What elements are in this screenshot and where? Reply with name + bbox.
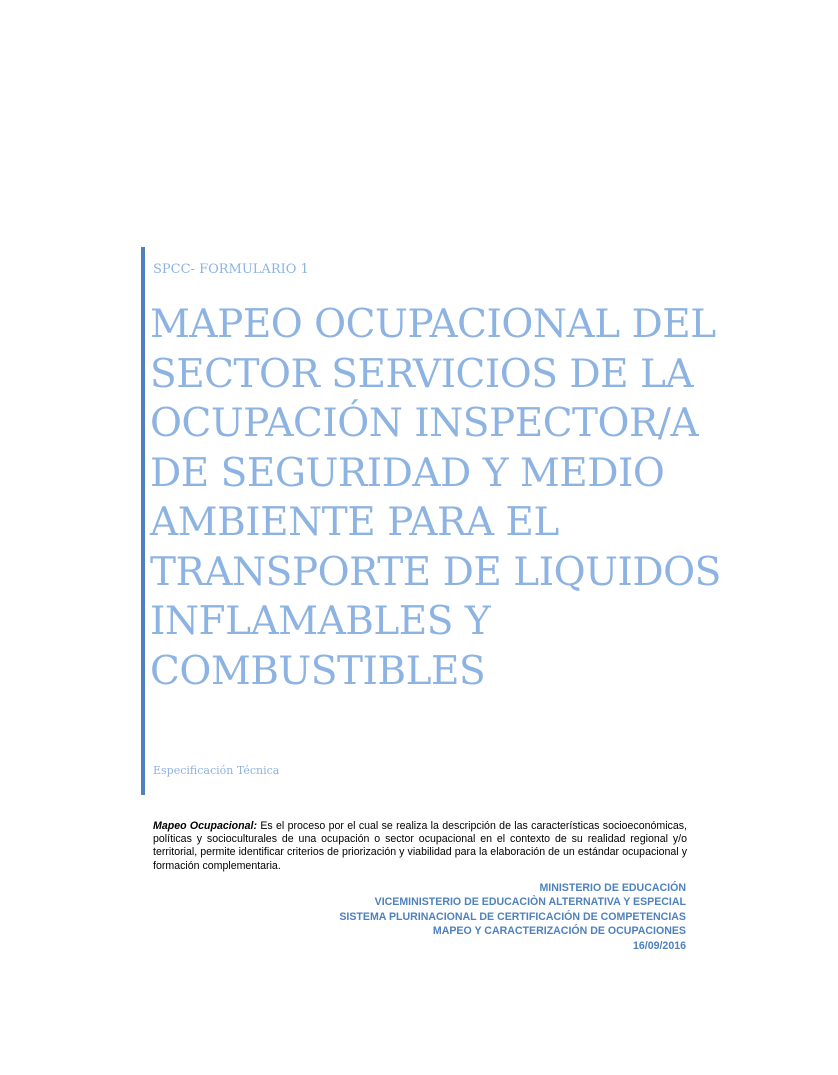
title-line: OCUPACIÓN INSPECTOR/A <box>150 401 699 446</box>
document-type-label: Especificación Técnica <box>153 764 280 777</box>
vice-ministry-name: VICEMINISTERIO DE EDUCACIÒN ALTERNATIVA Y ESPECIAL <box>374 896 686 909</box>
title-line: AMBIENTE PARA EL <box>150 500 559 545</box>
title-line: DE SEGURIDAD Y MEDIO <box>150 450 665 496</box>
title-line: MAPEO OCUPACIONAL DEL <box>150 302 716 347</box>
certification-system-name: SISTEMA PLURINACIONAL DE CERTIFICACIÓN DE COMPETENCIAS <box>339 910 686 923</box>
definition-paragraph <box>153 820 687 873</box>
department-name: MAPEO Y CARACTERIZACIÓN DE OCUPACIONES <box>432 925 686 938</box>
cover-accent-bar <box>141 247 145 795</box>
title-line: INFLAMABLES Y <box>150 599 491 644</box>
ministry-name: MINISTERIO DE EDUCACIÓN <box>539 882 686 894</box>
definition-text: Es el proceso por el cual se realiza la descripción de las características socioeconómicas, políticas y socioculturales de una ocupación o sector ocupacional en el contexto de su realidad regional y/o territorial, permite identificar criterios de priorización y viabilidad para la elaboración de un estándar ocupacional y formación complementaria. <box>153 820 687 872</box>
document-date: 16/09/2016 <box>632 939 686 952</box>
form-subtitle: SPCC- FORMULARIO 1 <box>153 262 309 277</box>
title-line: TRANSPORTE DE LIQUIDOS <box>150 549 721 595</box>
definition-term: Mapeo Ocupacional: <box>153 820 257 832</box>
organization-block <box>339 881 686 953</box>
title-line: COMBUSTIBLES <box>150 648 486 694</box>
document-title <box>150 300 721 696</box>
title-line: SECTOR SERVICIOS DE LA <box>150 351 694 397</box>
